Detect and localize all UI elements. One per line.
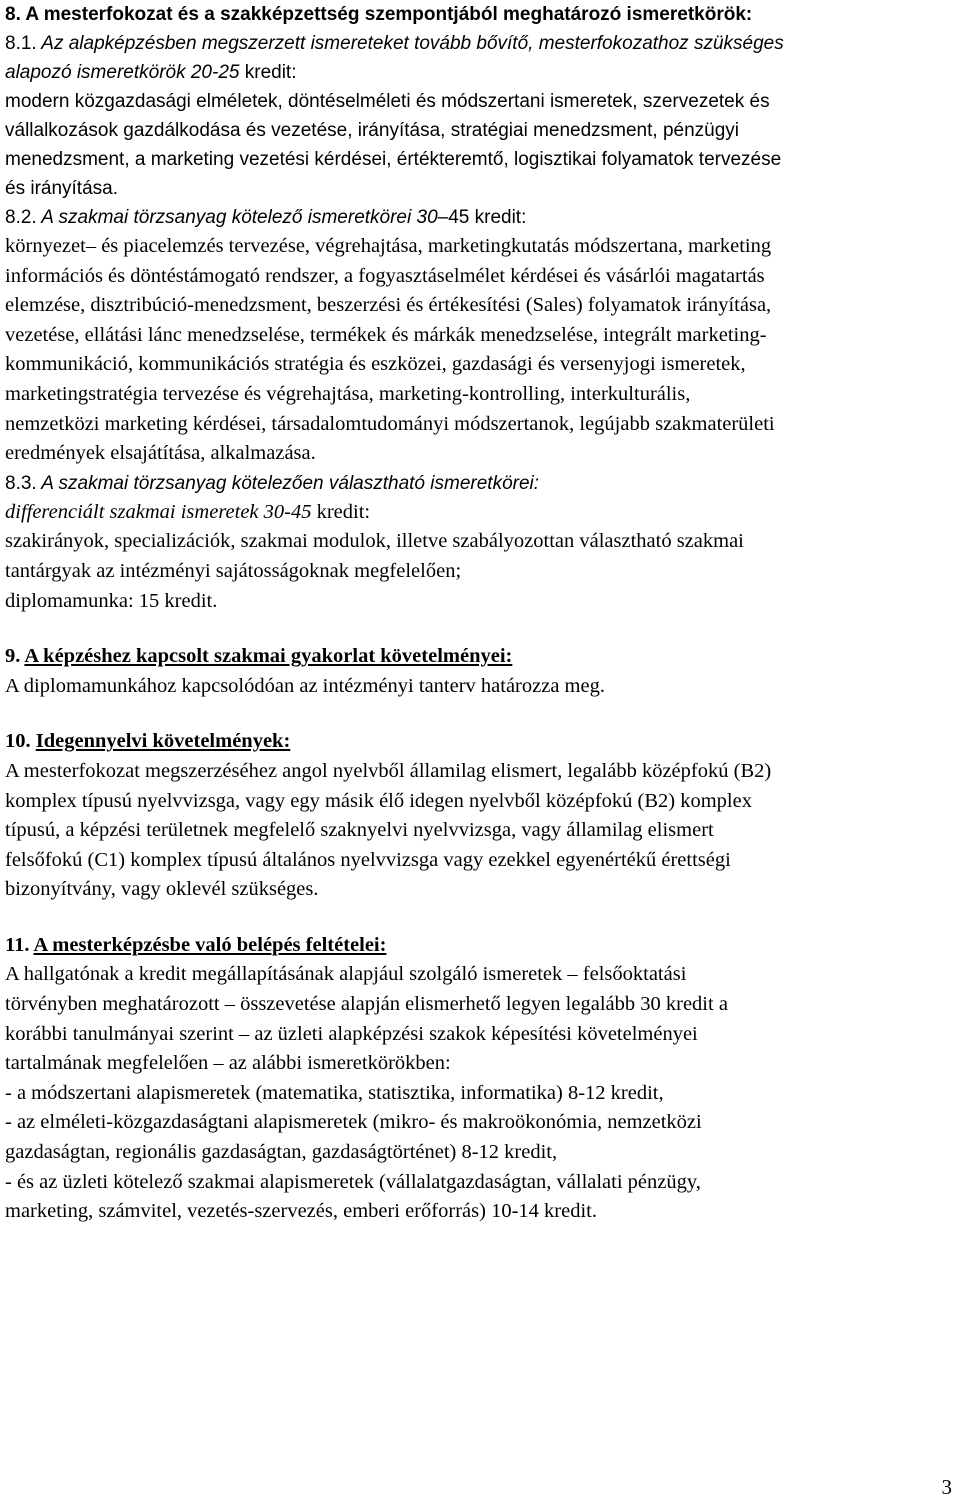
section-8-3-line: tantárgyak az intézményi sajátosságoknak megfelelően;	[5, 559, 462, 582]
section-9-heading: 9. A képzéshez kapcsolt szakmai gyakorlat követelményei:	[5, 645, 513, 668]
section-11-line: - a módszertani alapismeretek (matematika, statisztika, informatika) 8-12 kredit,	[5, 1081, 664, 1104]
section-8-1-title: 8.1. Az alapképzésben megszerzett ismereteket tovább bővítő, mesterfokozathoz szükséges	[5, 33, 784, 54]
section-8-1-line: vállalkozások gazdálkodása és vezetése, irányítása, stratégiai menedzsment, pénzügyi	[5, 120, 740, 141]
section-8-heading: 8. A mesterfokozat és a szakképzettség szempontjából meghatározó ismeretkörök:	[5, 4, 753, 25]
section-8-2-body	[5, 232, 955, 469]
section-11-line: - az elméleti-közgazdaságtani alapismeretek (mikro- és makroökonómia, nemzetközi	[5, 1111, 702, 1134]
section-11-line: A hallgatónak a kredit megállapításának alapjául szolgáló ismeretek – felsőoktatási	[5, 963, 687, 986]
section-8-3-title: 8.3. A szakmai törzsanyag kötelezően választható ismeretkörei:	[5, 472, 540, 494]
document-page	[5, 0, 955, 1227]
section-8-1-line: menedzsment, a marketing vezetési kérdései, értékteremtő, logisztikai folyamatok tervezése	[5, 149, 782, 170]
page-number: 3	[941, 1475, 952, 1499]
section-8-1-line: modern közgazdasági elméletek, döntéselméleti és módszertani ismeretek, szervezetek és	[5, 91, 770, 112]
section-11-line: - és az üzleti kötelező szakmai alapismeretek (vállalatgazdaságtan, vállalati pénzügy,	[5, 1170, 701, 1193]
section-11-line: törvényben meghatározott – összevetése alapján elismerhető legyen legalább 30 kredit a	[5, 993, 728, 1016]
section-8-2-line: marketingstratégia tervezése és végrehajtása, marketing-kontrolling, interkulturális,	[5, 382, 691, 405]
section-8-2-line: vezetése, ellátási lánc menedzselése, termékek és márkák menedzselése, integrált marketing-	[5, 323, 767, 346]
section-10-line: A mesterfokozat megszerzéséhez angol nyelvből államilag elismert, legalább középfokú (B2)	[5, 759, 772, 782]
section-8-2-line: elemzése, disztribúció-menedzsment, beszerzési és értékesítési (Sales) folyamatok irányítása,	[5, 294, 772, 317]
section-8-3-line: szakirányok, specializációk, szakmai modulok, illetve szabályozottan választható szakmai	[5, 530, 744, 553]
section-8-2-line: eredmények elsajátítása, alkalmazása.	[5, 442, 316, 465]
section-8-3-body	[5, 498, 955, 1227]
section-11-line: korábbi tanulmányai szerint – az üzleti alapképzési szakok képesítési követelményei	[5, 1022, 698, 1045]
section-8-2-title: 8.2. A szakmai törzsanyag kötelező ismeretkörei 30–45 kredit:	[5, 207, 527, 228]
section-11-heading: 11. A mesterképzésbe való belépés feltételei:	[5, 933, 387, 956]
section-8-1-line: és irányítása.	[5, 178, 118, 199]
section-8-3-line: diplomamunka: 15 kredit.	[5, 589, 218, 612]
section-10-line: típusú, a képzési területnek megfelelő szaknyelvi nyelvvizsga, vagy államilag elismert	[5, 819, 714, 842]
section-8-3-header	[5, 469, 955, 498]
section-8-2-line: környezet– és piacelemzés tervezése, végrehajtása, marketingkutatás módszertana, marketing	[5, 235, 772, 257]
section-11-line: tartalmának megfelelően – az alábbi ismeretkörökben:	[5, 1052, 451, 1075]
section-8-2-line: nemzetközi marketing kérdései, társadalomtudományi módszertanok, legújabb szakmaterületi	[5, 412, 775, 435]
section-8	[5, 0, 955, 232]
section-10-line: felsőfokú (C1) komplex típusú általános nyelvvizsga vagy ezekkel egyenértékű érettségi	[5, 848, 731, 871]
section-8-1-title-cont: alapozó ismeretkörök 20-25 kredit:	[5, 62, 297, 83]
section-10-line: komplex típusú nyelvvizsga, vagy egy másik élő idegen nyelvből középfokú (B2) komplex	[5, 789, 752, 812]
section-11-line: marketing, számvitel, vezetés-szervezés, emberi erőforrás) 10-14 kredit.	[5, 1200, 597, 1223]
section-9-line: A diplomamunkához kapcsolódóan az intézményi tanterv határozza meg.	[5, 674, 605, 697]
section-8-2-line: kommunikáció, kommunikációs stratégia és eszközei, gazdasági és versenyjogi ismeretek,	[5, 353, 746, 376]
section-8-3-subtitle: differenciált szakmai ismeretek 30-45 kredit:	[5, 500, 371, 523]
section-10-line: bizonyítvány, vagy oklevél szükséges.	[5, 878, 319, 901]
section-11-line: gazdaságtan, regionális gazdaságtan, gazdaságtörténet) 8-12 kredit,	[5, 1141, 558, 1164]
section-10-heading: 10. Idegennyelvi követelmények:	[5, 730, 291, 753]
section-8-2-line: információs és döntéstámogató rendszer, a fogyasztáselmélet kérdései és vásárlói magatartás	[5, 264, 765, 287]
